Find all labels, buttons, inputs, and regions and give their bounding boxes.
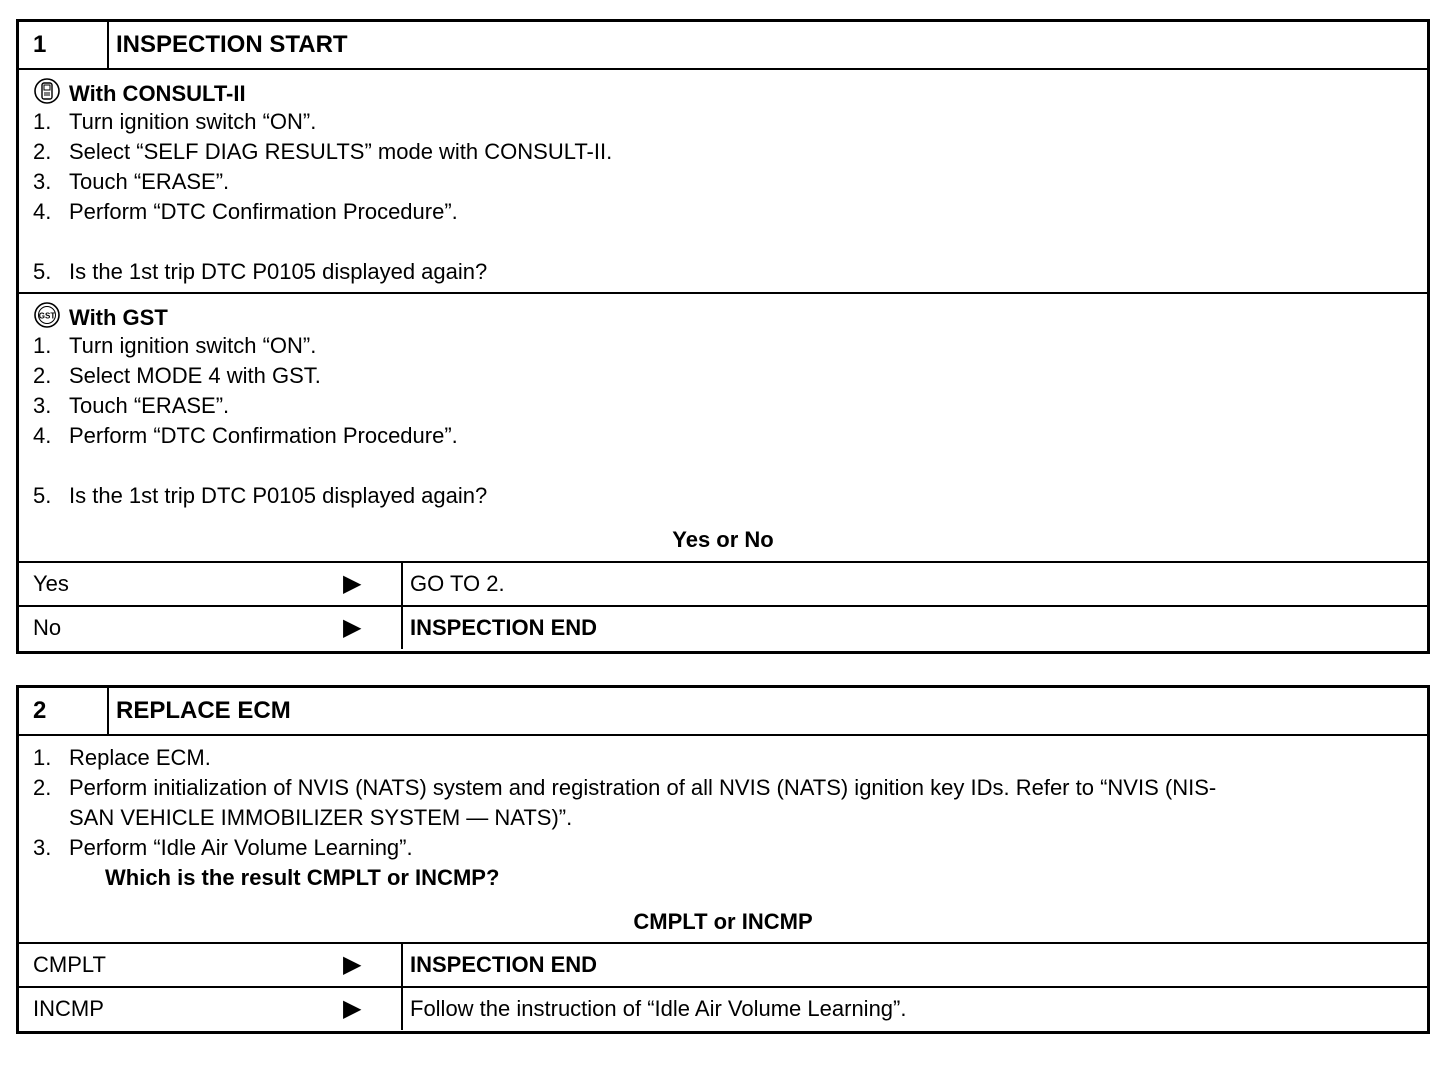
step-title: INSPECTION START — [116, 31, 348, 58]
outcome-label: Yes — [33, 571, 69, 596]
outcome-row-incmp — [19, 988, 1427, 1030]
list-item: 5. Is the 1st trip DTC P0105 displayed again? — [33, 259, 488, 284]
outcome-result: GO TO 2. — [410, 571, 505, 596]
outcome-row-yes — [19, 563, 1427, 605]
outcome-label: No — [33, 615, 62, 640]
arrow-right-icon: ▶ — [343, 995, 362, 1022]
section-divider — [19, 292, 1427, 294]
list-item: 4. Perform “DTC Confirmation Procedure”. — [33, 199, 458, 224]
step-title: REPLACE ECM — [116, 697, 291, 724]
list-item: 3. Perform “Idle Air Volume Learning”. — [33, 835, 413, 860]
list-item: 1. Turn ignition switch “ON”. — [33, 109, 317, 134]
step-number: 1 — [33, 31, 47, 58]
step-2-header — [19, 688, 1427, 736]
list-item: 1. Turn ignition switch “ON”. — [33, 333, 317, 358]
list-item: 5. Is the 1st trip DTC P0105 displayed again? — [33, 483, 488, 508]
list-item: 3. Touch “ERASE”. — [33, 393, 230, 418]
header-divider — [107, 688, 109, 734]
outcome-label: INCMP — [33, 996, 104, 1021]
sub-question: Which is the result CMPLT or INCMP? — [105, 865, 500, 890]
consult-heading: With CONSULT-II — [69, 80, 246, 106]
step-1-box — [16, 19, 1430, 654]
blank-line — [33, 451, 1413, 481]
outcome-row-cmplt — [19, 944, 1427, 986]
outcome-row-no — [19, 607, 1427, 649]
consult-heading-line — [33, 77, 1413, 107]
replace-ecm-section — [33, 743, 1413, 893]
question-label: CMPLT or INCMP — [633, 909, 813, 934]
step-1-header — [19, 22, 1427, 70]
question-label: Yes or No — [672, 527, 774, 552]
gst-heading-line — [33, 301, 1413, 331]
gst-heading: With GST — [69, 304, 168, 330]
row-divider — [401, 607, 403, 649]
list-item: 4. Perform “DTC Confirmation Procedure”. — [33, 423, 458, 448]
consult-section — [33, 77, 1413, 287]
list-item: 2. Select “SELF DIAG RESULTS” mode with CONSULT-II. — [33, 139, 613, 164]
blank-line — [33, 227, 1413, 257]
list-item: 2. Select MODE 4 with GST. — [33, 363, 321, 388]
list-item: 2. Perform initialization of NVIS (NATS) system and registration of all NVIS (NATS) ignition key IDs. Refer to “NVIS (NIS- — [33, 775, 1217, 800]
gst-section — [33, 301, 1413, 511]
arrow-right-icon: ▶ — [343, 951, 362, 978]
outcome-label: CMPLT — [33, 952, 106, 977]
svg-text:GST: GST — [38, 311, 56, 321]
outcome-result: INSPECTION END — [410, 615, 598, 640]
outcome-result: INSPECTION END — [410, 952, 598, 977]
row-divider — [401, 944, 403, 986]
row-divider — [401, 563, 403, 605]
arrow-right-icon: ▶ — [343, 614, 362, 641]
list-item-continuation: SAN VEHICLE IMMOBILIZER SYSTEM — NATS)”. — [69, 805, 573, 830]
row-divider — [401, 988, 403, 1030]
header-divider — [107, 22, 109, 68]
list-item: 3. Touch “ERASE”. — [33, 169, 230, 194]
step-number: 2 — [33, 697, 47, 724]
list-item: 1. Replace ECM. — [33, 745, 211, 770]
arrow-right-icon: ▶ — [343, 570, 362, 597]
outcome-result: Follow the instruction of “Idle Air Volume Learning”. — [410, 996, 907, 1021]
step-2-box — [16, 685, 1430, 1034]
